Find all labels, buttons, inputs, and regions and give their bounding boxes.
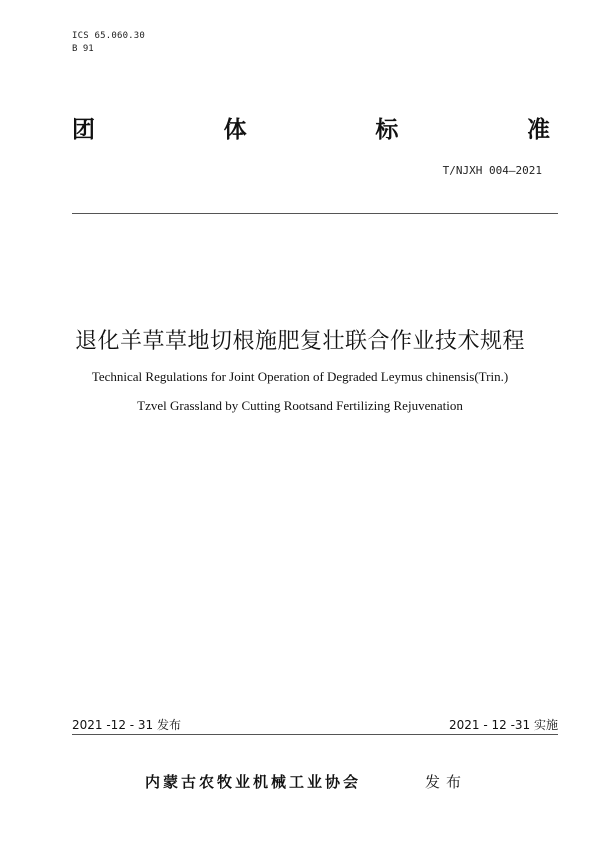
publisher-action: 发布 bbox=[425, 773, 468, 791]
title-english-line-2: Tzvel Grassland by Cutting Rootsand Fertilizing Rejuvenation bbox=[137, 398, 463, 413]
ccs-code: B 91 bbox=[72, 44, 94, 54]
standard-number: T/NJXH 004—2021 bbox=[442, 164, 542, 177]
standard-type-heading bbox=[72, 116, 550, 144]
effective-date: 2021 - 12 -31 实施 bbox=[449, 718, 558, 732]
publisher-name: 内蒙古农牧业机械工业协会 bbox=[145, 773, 362, 791]
ics-code: ICS 65.060.30 bbox=[72, 31, 146, 41]
standard-type-char: 团 bbox=[72, 117, 95, 143]
standard-type-char: 准 bbox=[526, 117, 550, 143]
bottom-divider bbox=[72, 734, 558, 735]
top-divider bbox=[72, 213, 558, 214]
issue-date: 2021 -12 - 31 发布 bbox=[72, 718, 181, 732]
title-english-line-1: Technical Regulations for Joint Operation of Degraded Leymus chinensis(Trin.) bbox=[91, 369, 509, 384]
title-chinese: 退化羊草草地切根施肥复壮联合作业技术规程 bbox=[74, 329, 525, 354]
standard-type-char: 标 bbox=[375, 117, 399, 143]
standard-type-char: 体 bbox=[223, 117, 247, 143]
